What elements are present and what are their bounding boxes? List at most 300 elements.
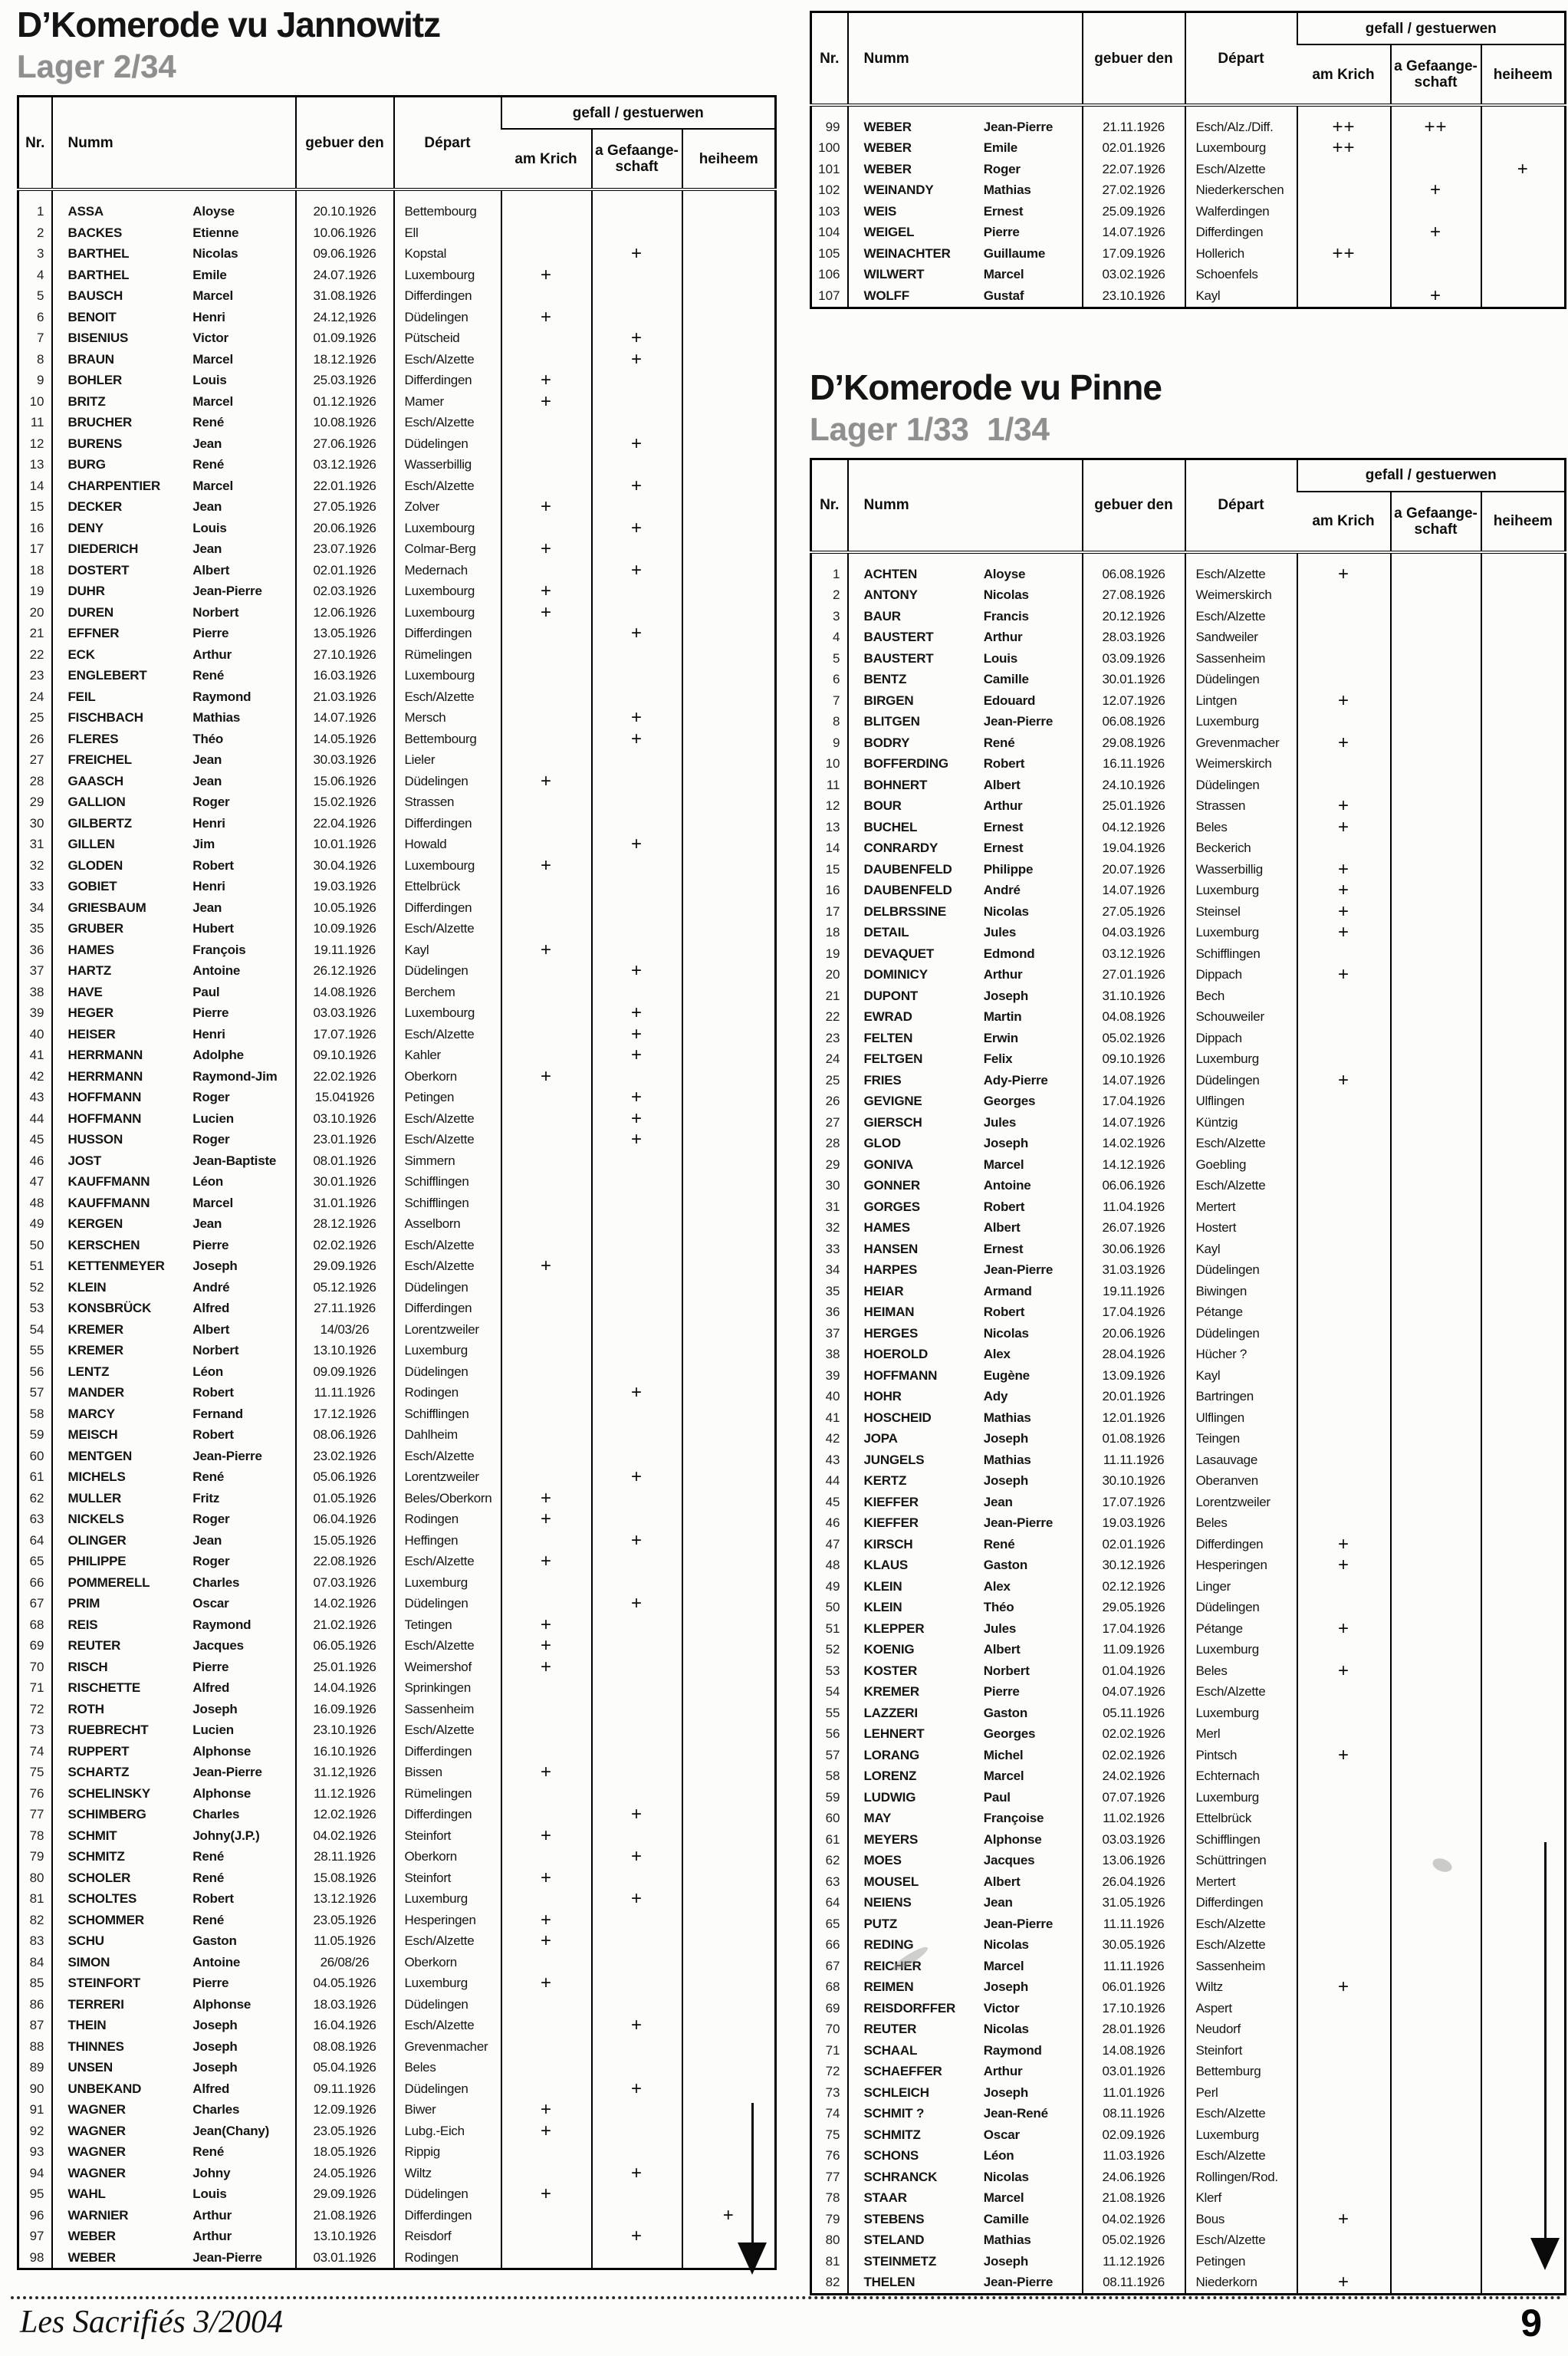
cell-depart: Wasserbillig xyxy=(1185,859,1297,880)
cell-depart: Düdelingen xyxy=(394,1361,501,1383)
cell-depart: Beckerich xyxy=(1185,837,1297,859)
surname: ECK xyxy=(67,647,95,662)
col-header-numm: Numm xyxy=(52,97,296,190)
cell-numm xyxy=(848,1998,1083,2019)
cell-heiheem xyxy=(1481,964,1566,986)
cell-heiheem xyxy=(682,686,776,708)
cell-numm xyxy=(848,1618,1083,1640)
surname: SCHARTZ xyxy=(67,1765,130,1780)
cell-gebuer-den: 13.10.1926 xyxy=(296,2226,394,2247)
cell-depart: Rollingen/Rod. xyxy=(1185,2167,1297,2188)
cell-nr: 54 xyxy=(29,1321,44,1337)
cell-nr: 70 xyxy=(29,1659,44,1674)
col-header-depart: Départ xyxy=(1185,459,1297,552)
cell-numm xyxy=(848,795,1083,817)
cell-am-krich xyxy=(1297,1301,1391,1323)
cell-heiheem xyxy=(1481,1133,1566,1154)
surname: RUEBRECHT xyxy=(67,1723,149,1738)
table-row xyxy=(18,1910,776,1931)
cell-gebuer-den: 14.07.1926 xyxy=(1083,1070,1185,1091)
cell-gebuer-den: 07.07.1926 xyxy=(1083,1787,1185,1808)
cell-numm xyxy=(52,412,296,433)
cell-gebuer-den: 13.09.1926 xyxy=(1083,1365,1185,1387)
cell-heiheem xyxy=(682,327,776,349)
cell-am-krich xyxy=(501,623,592,644)
cell-numm xyxy=(52,813,296,834)
cell-am-krich xyxy=(501,1213,592,1235)
cell-depart: Hollerich xyxy=(1185,243,1297,265)
cell-heiheem xyxy=(1481,285,1566,308)
cell-depart: Mamer xyxy=(394,391,501,413)
cell-numm xyxy=(52,1403,296,1425)
cell-depart: Düdelingen xyxy=(394,960,501,982)
cell-gebuer-den: 18.05.1926 xyxy=(296,2141,394,2163)
cell-depart: Luxemburg xyxy=(394,1973,501,1994)
cell-gefaangeschaft xyxy=(592,285,682,307)
table-row xyxy=(18,644,776,666)
given-name: René xyxy=(192,668,225,683)
cell-am-krich xyxy=(501,1699,592,1720)
table-row xyxy=(18,1719,776,1741)
cell-am-krich xyxy=(501,349,592,370)
cell-depart: Beles xyxy=(1185,1512,1297,1534)
surname: THEIN xyxy=(67,2018,107,2033)
cell-am-krich xyxy=(501,1024,592,1045)
cell-gebuer-den: 14.07.1926 xyxy=(1083,880,1185,901)
table-row xyxy=(811,265,1566,286)
arrow-stem xyxy=(1544,1842,1547,2238)
surname: KLEIN xyxy=(863,1578,902,1594)
cell-depart: Biwingen xyxy=(1185,1281,1297,1302)
cell-nr: 28 xyxy=(825,1136,840,1151)
cell-am-krich: + xyxy=(501,1762,592,1783)
given-name: Lucien xyxy=(192,1723,234,1738)
cell-am-krich xyxy=(501,1593,592,1614)
cell-gebuer-den: 03.03.1926 xyxy=(296,1002,394,1024)
given-name: Robert xyxy=(192,1385,234,1400)
cell-am-krich xyxy=(501,285,592,307)
cell-numm xyxy=(52,939,296,961)
cell-gebuer-den: 02.03.1926 xyxy=(296,581,394,602)
cell-gefaangeschaft: + xyxy=(592,1045,682,1066)
cell-gefaangeschaft xyxy=(1391,1808,1481,1829)
given-name: Pierre xyxy=(192,1659,229,1674)
table-row xyxy=(811,732,1566,754)
cell-numm xyxy=(52,1424,296,1446)
cell-depart: Kayl xyxy=(1185,285,1297,308)
cell-am-krich: + xyxy=(501,1825,592,1847)
table-row xyxy=(18,1530,776,1551)
cell-gebuer-den: 27.08.1926 xyxy=(1083,584,1185,606)
table-row xyxy=(18,265,776,286)
cell-gebuer-den: 02.02.1926 xyxy=(1083,1723,1185,1745)
cell-numm xyxy=(848,1323,1083,1344)
cell-numm xyxy=(52,686,296,708)
cell-nr: 36 xyxy=(29,942,44,957)
cell-gefaangeschaft: + xyxy=(592,1108,682,1130)
cell-numm xyxy=(848,1112,1083,1134)
cell-am-krich: + xyxy=(1297,1745,1391,1766)
cell-heiheem xyxy=(1481,1365,1566,1387)
cell-gefaangeschaft: + xyxy=(592,327,682,349)
cell-gefaangeschaft xyxy=(592,1741,682,1762)
cell-am-krich xyxy=(1297,2103,1391,2124)
cell-heiheem xyxy=(1481,1344,1566,1365)
cell-nr: 24 xyxy=(29,689,44,704)
left-column xyxy=(17,6,776,2270)
cell-gebuer-den: 14.12.1926 xyxy=(1083,1154,1185,1176)
cell-am-krich xyxy=(1297,1703,1391,1724)
cell-depart: Ulflingen xyxy=(1185,1407,1297,1429)
cell-gebuer-den: 23.07.1926 xyxy=(296,538,394,560)
roster-table-pinne xyxy=(810,458,1566,2295)
cell-gebuer-den: 14.08.1926 xyxy=(1083,2040,1185,2062)
cell-depart: Beles xyxy=(1185,817,1297,838)
given-name: Nicolas xyxy=(192,246,238,262)
cell-numm xyxy=(848,943,1083,965)
cell-am-krich xyxy=(501,1108,592,1130)
cell-am-krich xyxy=(501,1150,592,1172)
cell-gebuer-den: 14.08.1926 xyxy=(296,982,394,1003)
cell-am-krich xyxy=(501,433,592,455)
cell-heiheem xyxy=(682,729,776,750)
given-name: René xyxy=(192,415,225,430)
cell-am-krich xyxy=(501,1277,592,1298)
table-row xyxy=(811,1239,1566,1260)
table-row xyxy=(18,1066,776,1088)
table-row xyxy=(811,1133,1566,1154)
cell-nr: 72 xyxy=(29,1701,44,1716)
cell-nr: 5 xyxy=(833,650,840,666)
surname: GILBERTZ xyxy=(67,815,132,831)
cell-gebuer-den: 22.02.1926 xyxy=(296,1066,394,1088)
table-row xyxy=(811,1703,1566,1724)
table-row xyxy=(18,1825,776,1847)
cell-nr: 80 xyxy=(825,2233,840,2248)
cell-numm xyxy=(52,1129,296,1150)
cell-heiheem xyxy=(682,1087,776,1108)
cell-numm xyxy=(848,669,1083,690)
cell-gebuer-den: 11.09.1926 xyxy=(1083,1639,1185,1660)
given-name: Jean xyxy=(192,1216,222,1232)
cell-numm xyxy=(848,2124,1083,2146)
table-row xyxy=(18,1277,776,1298)
cell-numm xyxy=(52,475,296,497)
table-row xyxy=(18,1340,776,1361)
surname: FEIL xyxy=(67,689,96,704)
cell-nr: 39 xyxy=(29,1005,44,1021)
table-row xyxy=(18,1888,776,1910)
cell-depart: Hücher ? xyxy=(1185,1344,1297,1365)
surname: BACKES xyxy=(67,225,123,240)
table-row xyxy=(18,2099,776,2121)
cell-heiheem xyxy=(1481,1070,1566,1091)
given-name: Henri xyxy=(192,1026,225,1041)
cell-depart: Weimershof xyxy=(394,1657,501,1678)
cell-heiheem xyxy=(1481,732,1566,754)
given-name: Armand xyxy=(983,1283,1032,1298)
cell-gebuer-den: 28.01.1926 xyxy=(1083,2019,1185,2040)
cell-gefaangeschaft xyxy=(592,412,682,433)
given-name: Ernest xyxy=(983,819,1024,834)
cell-heiheem xyxy=(1481,243,1566,265)
cell-numm xyxy=(52,918,296,939)
given-name: Lucien xyxy=(192,1111,234,1126)
table-row xyxy=(18,1403,776,1425)
cell-numm xyxy=(52,1719,296,1741)
cell-gebuer-den: 03.01.1926 xyxy=(296,2247,394,2269)
cell-nr: 85 xyxy=(29,1976,44,1991)
cell-gebuer-den: 30.06.1926 xyxy=(1083,1239,1185,1260)
surname: HARPES xyxy=(863,1262,918,1278)
surname: BAUR xyxy=(863,608,901,624)
cell-gefaangeschaft xyxy=(1391,627,1481,648)
cell-am-krich xyxy=(1297,1006,1391,1028)
table-row xyxy=(18,1298,776,1319)
table-row xyxy=(18,1193,776,1214)
cell-depart: Kayl xyxy=(394,939,501,961)
cell-nr: 25 xyxy=(29,710,44,726)
cell-nr: 8 xyxy=(37,351,44,367)
cell-am-krich xyxy=(1297,1028,1391,1049)
given-name: Marcel xyxy=(192,393,233,409)
cell-heiheem xyxy=(1481,1470,1566,1492)
cell-numm xyxy=(848,690,1083,712)
given-name: Edmond xyxy=(983,946,1035,961)
cell-am-krich xyxy=(1297,2061,1391,2082)
cell-numm xyxy=(52,1108,296,1130)
surname: MEISCH xyxy=(67,1427,118,1443)
cell-gefaangeschaft xyxy=(1391,1070,1481,1091)
surname: DUPONT xyxy=(863,988,919,1003)
cell-depart: Düdelingen xyxy=(394,1593,501,1614)
cell-numm xyxy=(52,1446,296,1467)
cell-am-krich: + xyxy=(501,391,592,413)
cell-nr: 7 xyxy=(37,331,44,346)
table-row xyxy=(18,1319,776,1341)
table-row xyxy=(811,943,1566,965)
cell-am-krich xyxy=(1297,1765,1391,1787)
table-row xyxy=(18,1171,776,1193)
cell-gefaangeschaft xyxy=(592,189,682,222)
cell-heiheem xyxy=(1481,1006,1566,1028)
continued-arrow-icon xyxy=(1530,1842,1560,2270)
given-name: Pierre xyxy=(192,626,229,641)
cell-am-krich xyxy=(501,1530,592,1551)
given-name: Charles xyxy=(192,1575,240,1590)
given-name: Alfred xyxy=(192,1680,230,1696)
table-row xyxy=(811,690,1566,712)
surname: FELTGEN xyxy=(863,1051,923,1067)
cell-gefaangeschaft xyxy=(592,749,682,771)
surname: DOSTERT xyxy=(67,562,130,577)
given-name: Emile xyxy=(192,267,227,282)
cell-gebuer-den: 20.07.1926 xyxy=(1083,859,1185,880)
cell-gefaangeschaft: + xyxy=(592,475,682,497)
cell-numm xyxy=(848,1154,1083,1176)
cell-depart: Petingen xyxy=(1185,2251,1297,2272)
table-row xyxy=(811,2229,1566,2251)
cell-am-krich: + xyxy=(501,1066,592,1088)
surname: KOSTER xyxy=(863,1663,918,1678)
cell-heiheem xyxy=(682,665,776,686)
cell-nr: 12 xyxy=(825,798,840,814)
given-name: Albert xyxy=(983,777,1021,792)
cell-gebuer-den: 16.11.1926 xyxy=(1083,753,1185,775)
cell-gefaangeschaft xyxy=(592,1572,682,1594)
cell-nr: 27 xyxy=(825,1114,840,1130)
surname: REUTER xyxy=(863,2022,917,2037)
cell-nr: 100 xyxy=(818,140,840,156)
cell-depart: Lasauvage xyxy=(1185,1449,1297,1471)
cell-am-krich xyxy=(1297,1281,1391,1302)
cell-am-krich xyxy=(1297,1449,1391,1471)
table-row xyxy=(18,454,776,475)
cell-nr: 19 xyxy=(825,946,840,961)
cell-depart: Esch/Alzette xyxy=(1185,1681,1297,1703)
cell-depart: Klerf xyxy=(1185,2187,1297,2209)
surname: GALLION xyxy=(67,795,126,810)
given-name: Jean xyxy=(192,900,222,915)
cell-heiheem xyxy=(682,1108,776,1130)
cell-heiheem xyxy=(1481,1407,1566,1429)
cell-gefaangeschaft: + xyxy=(592,560,682,581)
cell-numm xyxy=(52,1825,296,1847)
surname: KLEPPER xyxy=(863,1621,925,1636)
cell-depart: Pintsch xyxy=(1185,1745,1297,1766)
cell-numm xyxy=(52,1593,296,1614)
given-name: Raymond xyxy=(192,1617,251,1632)
cell-numm xyxy=(52,876,296,897)
surname: HEIAR xyxy=(863,1283,904,1298)
cell-depart: Düdelingen xyxy=(1185,669,1297,690)
cell-depart: Luxemburg xyxy=(1185,1048,1297,1070)
cell-nr: 75 xyxy=(29,1765,44,1780)
surname: EFFNER xyxy=(67,626,120,641)
cell-nr: 31 xyxy=(29,837,44,852)
given-name: Pierre xyxy=(983,1684,1020,1700)
cell-gefaangeschaft xyxy=(1391,648,1481,670)
surname: BARTHEL xyxy=(67,246,130,262)
cell-gefaangeschaft xyxy=(592,644,682,666)
cell-gebuer-den: 03.12.1926 xyxy=(1083,943,1185,965)
cell-nr: 92 xyxy=(29,2123,44,2138)
cell-nr: 7 xyxy=(833,693,840,708)
cell-numm xyxy=(848,753,1083,775)
cell-heiheem xyxy=(682,1488,776,1509)
given-name: Mathias xyxy=(983,1452,1031,1467)
cell-gebuer-den: 01.12.1926 xyxy=(296,391,394,413)
given-name: Robert xyxy=(983,756,1025,772)
cell-nr: 5 xyxy=(37,288,44,304)
table-row xyxy=(18,412,776,433)
col-header-gefall-gestuerwen: gefall / gestuerwen xyxy=(1297,12,1566,45)
cell-depart: Luxembourg xyxy=(394,581,501,602)
cell-heiheem xyxy=(682,285,776,307)
cell-heiheem xyxy=(682,1699,776,1720)
given-name: Joseph xyxy=(192,1259,238,1274)
given-name: Nicolas xyxy=(983,2169,1029,2184)
cell-gebuer-den: 21.11.1926 xyxy=(1083,105,1185,138)
cell-gefaangeschaft xyxy=(592,1319,682,1341)
cell-heiheem xyxy=(682,581,776,602)
cell-am-krich xyxy=(501,2247,592,2269)
cell-am-krich xyxy=(1297,285,1391,308)
cell-gefaangeschaft xyxy=(592,791,682,813)
given-name: Adolphe xyxy=(192,1048,244,1063)
cell-am-krich xyxy=(1297,1639,1391,1660)
surname: HEGER xyxy=(67,1005,113,1021)
surname: BURG xyxy=(67,457,106,472)
table-row xyxy=(811,105,1566,138)
cell-gebuer-den: 24.06.1926 xyxy=(1083,2167,1185,2188)
given-name: Jim xyxy=(192,837,215,852)
cell-am-krich xyxy=(1297,1492,1391,1513)
surname: KLEIN xyxy=(67,1279,107,1295)
cell-gebuer-den: 11.11.1926 xyxy=(1083,1913,1185,1935)
cell-depart: Beles xyxy=(394,2057,501,2078)
cell-depart: Esch/Alzette xyxy=(394,1551,501,1572)
surname: REUTER xyxy=(67,1638,121,1653)
given-name: Louis xyxy=(983,650,1018,666)
cell-am-krich: + xyxy=(1297,1070,1391,1091)
table-row xyxy=(811,2040,1566,2062)
cell-nr: 56 xyxy=(825,1726,840,1742)
roster-table-jannowitz xyxy=(17,95,777,2270)
cell-gebuer-den: 20.12.1926 xyxy=(1083,606,1185,627)
cell-gefaangeschaft xyxy=(1391,711,1481,732)
cell-am-krich: + xyxy=(501,1614,592,1636)
cell-gefaangeschaft xyxy=(1391,2209,1481,2230)
cell-heiheem xyxy=(682,2078,776,2100)
col-header-am-krich: am Krich xyxy=(501,129,592,189)
given-name: Pierre xyxy=(192,1005,229,1021)
given-name: Marcel xyxy=(983,267,1024,282)
cell-nr: 67 xyxy=(29,1596,44,1611)
cell-gebuer-den: 31.03.1926 xyxy=(1083,1259,1185,1281)
given-name: Arthur xyxy=(983,967,1023,982)
cell-gebuer-den: 25.01.1926 xyxy=(296,1657,394,1678)
table-row xyxy=(811,922,1566,943)
cell-heiheem xyxy=(1481,1576,1566,1598)
table-row xyxy=(18,1129,776,1150)
surname: GEVIGNE xyxy=(863,1094,922,1109)
given-name: Jules xyxy=(983,1621,1017,1636)
given-name: Norbert xyxy=(192,1343,239,1358)
surname: STEBENS xyxy=(863,2211,925,2226)
given-name: Roger xyxy=(192,1090,230,1105)
cell-heiheem xyxy=(682,602,776,624)
given-name: Johny xyxy=(192,2165,231,2180)
cell-numm xyxy=(52,327,296,349)
cell-nr: 73 xyxy=(29,1723,44,1738)
surname: GAASCH xyxy=(67,773,123,788)
table-row xyxy=(811,1576,1566,1598)
cell-gefaangeschaft xyxy=(592,307,682,328)
given-name: Georges xyxy=(983,1094,1036,1109)
cell-nr: 6 xyxy=(37,309,44,324)
table-row xyxy=(811,837,1566,859)
cell-gebuer-den: 30.10.1926 xyxy=(1083,1470,1185,1492)
cell-nr: 33 xyxy=(825,1241,840,1256)
table-row xyxy=(18,1235,776,1256)
cell-heiheem xyxy=(682,918,776,939)
cell-numm xyxy=(52,1277,296,1298)
cell-gebuer-den: 16.04.1926 xyxy=(296,2015,394,2036)
cell-depart: Sandweiler xyxy=(1185,627,1297,648)
surname: SCHOLER xyxy=(67,1870,131,1885)
cell-gebuer-den: 28.12.1926 xyxy=(296,1213,394,1235)
